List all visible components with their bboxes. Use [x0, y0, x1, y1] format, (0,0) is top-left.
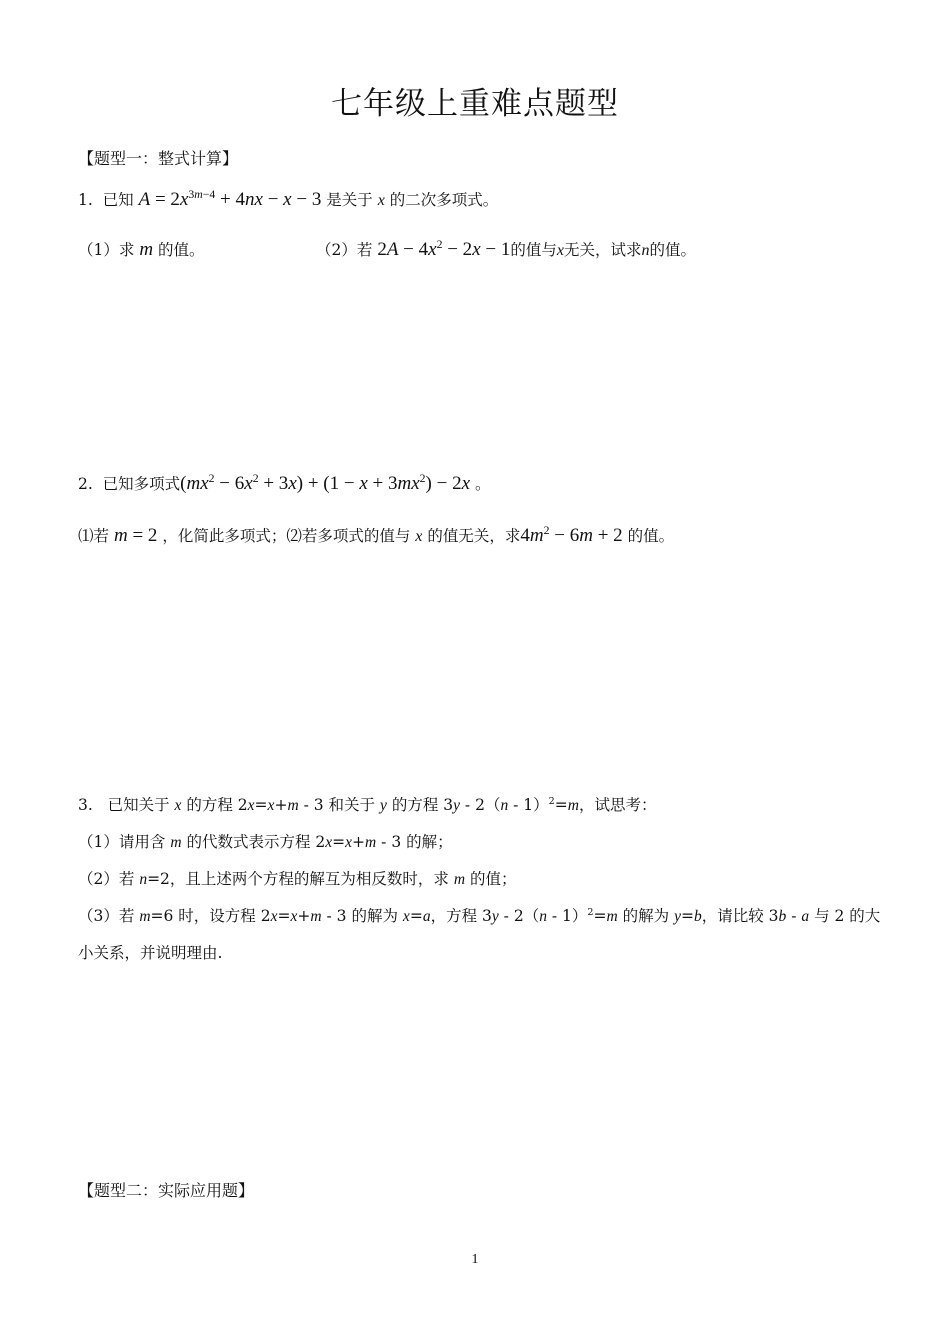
math-expression: $4m^2 - 6m + 2$ [520, 523, 623, 546]
question-3-part-1: （1）请用含 m 的代数式表示方程 2x=x+m - 3 的解； [78, 833, 453, 851]
question-3-part-3-continued: 小关系，并说明理由. [78, 944, 223, 962]
question-1-part-1: （1）求 m 的值。 [78, 239, 205, 260]
question-1-part-2: （2）若 $2A - 4x^2 - 2x - 1$的值与x无关，试求n的值。 [316, 237, 696, 260]
page-title: 七年级上重难点题型 [331, 86, 619, 122]
section-heading-1: 【题型一：整式计算】 [78, 149, 239, 168]
question-3-part-3: （3）若 m=6 时，设方程 2x=x+m - 3 的解为 x=a，方程 3y - 2（n - 1）$^2$=m 的解为 y=b，请比较 3b - a 与 2 的大 [78, 907, 881, 925]
page-number: 1 [471, 1252, 479, 1267]
question-number: 1. [78, 191, 93, 209]
question-2-parts: ⑴若 m = 2 ，化简此多项式；⑵若多项式的值与 x 的值无关，求$4m^2 - 6m + 2$ 的值。 [78, 523, 675, 546]
math-expression: $(mx^2 - 6x^2 + 3x) + (1 - x + 3mx^2) - 2x$ [180, 471, 471, 494]
section-heading-2: 【题型二：实际应用题】 [78, 1181, 255, 1200]
math-expression: $A = 2x^{3m-4} + 4nx - x - 3$ [138, 187, 322, 210]
math-expression: $2A - 4x^2 - 2x - 1$ [377, 237, 511, 260]
question-3-part-2: （2）若 n=2，且上述两个方程的解互为相反数时，求 m 的值； [78, 870, 517, 888]
question-1: 1. 已知 $A = 2x^{3m-4} + 4nx - x - 3$ 是关于 x 的二次多项式。 [78, 187, 499, 210]
question-number: 2. [78, 475, 93, 493]
question-2: 2. 已知多项式$(mx^2 - 6x^2 + 3x) + (1 - x + 3mx^2) - 2x$ 。 [78, 471, 491, 494]
math-expression: m = 2 [113, 525, 158, 546]
question-number: 3. [78, 796, 93, 814]
question-3: 3. 已知关于 x 的方程 2x=x+m - 3 和关于 y 的方程 3y - 2（n - 1）$^2$=m，试思考： [78, 796, 657, 814]
